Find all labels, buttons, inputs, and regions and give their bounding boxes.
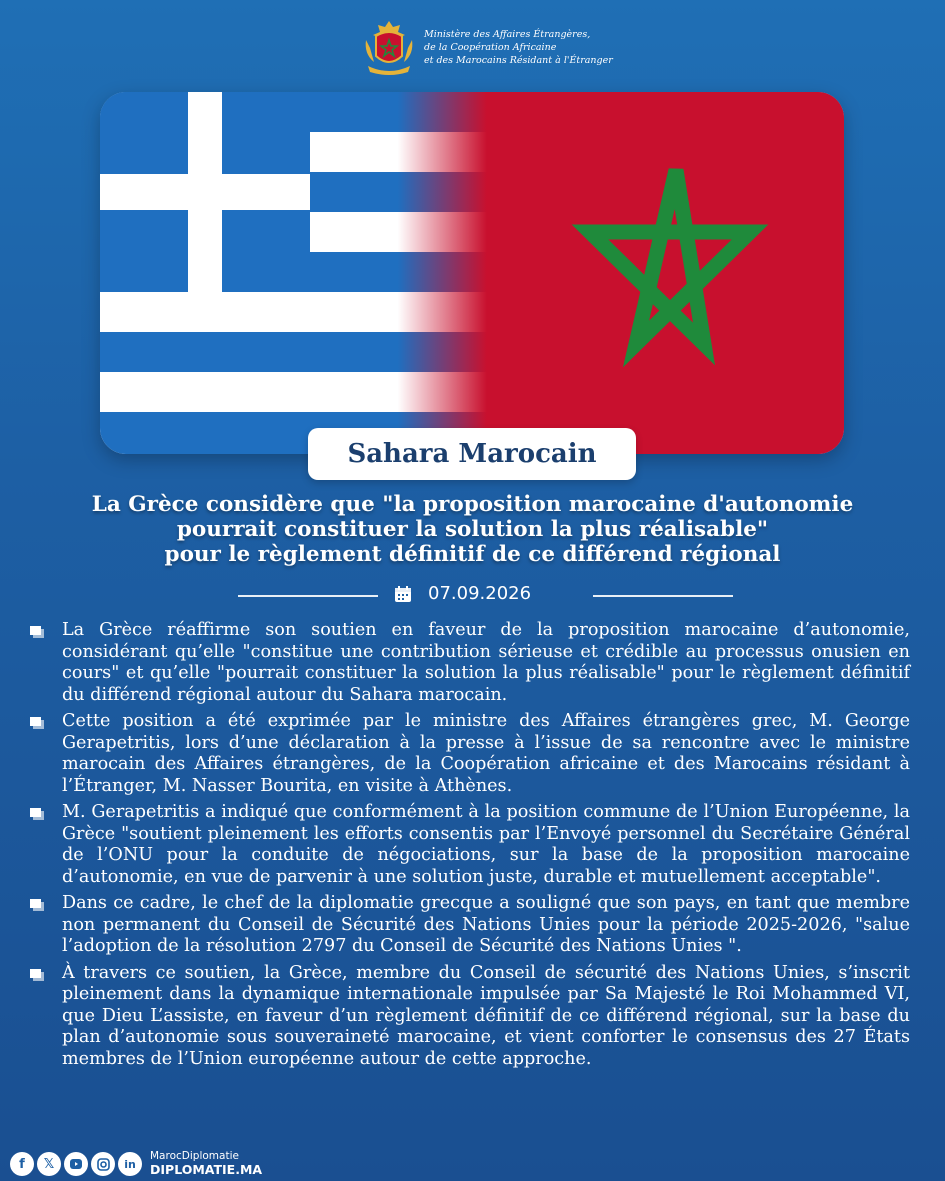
list-item [30, 893, 910, 958]
paragraph-4: Dans ce cadre, le chef de la diplomatie grecque a souligné que son pays, en tant que membre non permanent du Conseil de Sécurité des Nations Unies pour la période 2025-2026, "salue l’adoption de la résolution 2797 du Conseil de Sécurité des Nations Unies ". [62, 893, 910, 956]
paragraph-3: M. Gerapetritis a indiqué que conformément à la position commune de l’Union Européenne, la Grèce "soutient pleinement les efforts consentis par l’Envoyé personnel du Secrétaire Général de l’ONU pour la conduite de négociations, sur la base de la proposition marocaine d’autonomie, en vue de parvenir à une solution juste, durable et mutuellement acceptable". [62, 802, 910, 887]
divider-right [593, 595, 733, 597]
bullet-square-icon [30, 899, 44, 911]
date-row [0, 583, 945, 609]
bullet-square-icon [30, 717, 44, 729]
youtube-icon[interactable] [64, 1152, 88, 1176]
website-link[interactable]: DIPLOMATIE.MA [150, 1162, 263, 1177]
bullet-square-icon [30, 626, 44, 638]
facebook-icon[interactable]: f [10, 1152, 34, 1176]
header [0, 16, 945, 80]
headline-line-1: La Grèce considère que "la proposition marocaine d'autonomie [91, 492, 854, 517]
ministry-line-1: Ministère des Affaires Étrangères, [424, 29, 591, 40]
headline-line-3: pour le règlement définitif de ce différend régional [164, 542, 781, 567]
paragraph-5: À travers ce soutien, la Grèce, membre du Conseil de sécurité des Nations Unies, s’inscrit pleinement dans la dynamique internationale impulsée par Sa Majesté le Roi Mohammed VI, que Dieu L’assiste, en faveur d’un règlement définitif de ce différend régional, sur la base du plan d’autonomie sous souveraineté marocaine, et vient conforter le consensus des 27 États membres de l’Union européenne autour de cette approche. [62, 962, 910, 1069]
paragraph-1: La Grèce réaffirme son soutien en faveur de la proposition marocaine d’autonomie, considérant qu’elle "constitue une contribution sérieuse et crédible au processus onusien en cours" et qu’elle "pourrait constituer la solution la plus réalisable" pour le règlement définitif du différend régional autour du Sahara marocain. [62, 620, 910, 705]
list-item [30, 802, 910, 888]
x-icon[interactable]: 𝕏 [37, 1152, 61, 1176]
calendar-icon [394, 585, 412, 603]
ministry-line-2: de la Coopération Africaine [424, 42, 557, 53]
footer [10, 1148, 410, 1178]
instagram-icon[interactable] [91, 1152, 115, 1176]
headline [40, 492, 905, 567]
paragraph-2: Cette position a été exprimée par le ministre des Affaires étrangères grec, M. George Gerapetritis, lors d’une déclaration à la presse à l’issue de sa rencontre avec le ministre marocain des Affaires étrangères, de la Coopération africaine et des Marocains résidant à l’Étranger, M. Nasser Bourita, en visite à Athènes. [62, 711, 910, 796]
headline-line-2: pourrait constituer la solution la plus réalisable" [176, 517, 769, 542]
category-title: Sahara Marocain [347, 439, 597, 469]
linkedin-icon[interactable]: in [118, 1152, 142, 1176]
divider-left [238, 595, 378, 597]
royal-coat-of-arms-icon [360, 18, 418, 78]
ministry-name [424, 28, 613, 67]
ministry-line-3: et des Marocains Résidant à l'Étranger [424, 55, 613, 66]
category-tab [308, 428, 636, 480]
bullet-square-icon [30, 969, 44, 981]
list-item [30, 963, 910, 1071]
bullet-square-icon [30, 808, 44, 820]
list-item [30, 711, 910, 797]
list-item [30, 620, 910, 706]
publication-date: 07.09.2026 [428, 583, 532, 604]
article-body [30, 620, 910, 1075]
flags-banner [100, 92, 844, 454]
social-handle: MarocDiplomatie [150, 1150, 239, 1162]
